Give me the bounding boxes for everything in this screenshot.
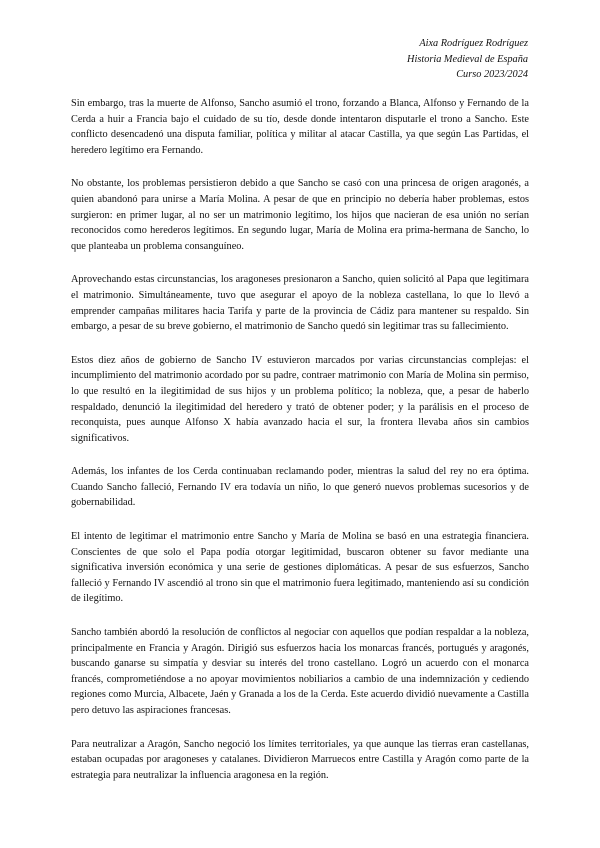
document-header <box>407 36 528 83</box>
paragraph: Además, los infantes de los Cerda continuaban reclamando poder, mientras la salud del rey no era óptima. Cuando Sancho falleció, Fernando IV era todavía un niño, lo que generó nuevos problemas sucesorios y de gobernabilidad. <box>71 466 529 509</box>
course-year: Curso 2023/2024 <box>456 69 528 80</box>
paragraph: No obstante, los problemas persistieron debido a que Sancho se casó con una princesa de origen aragonés, a quien abandonó para unirse a María Molina. A pesar de que en principio no debería haber problemas, estos surgieron: en primer lugar, al no ser un matrimonio legítimo, los hijos que nacieran de esa unión no serían reconocidos como herederos legítimos. En segundo lugar, María de Molina era prima-hermana de Sancho, lo que planteaba un problema consanguíneo. <box>71 178 529 252</box>
paragraph: Aprovechando estas circunstancias, los aragoneses presionaron a Sancho, quien solicitó al Papa que legitimara el matrimonio. Simultáneamente, tuvo que asegurar el apoyo de la nobleza castellana, lo que lo llevó a emprender campañas militares hacia Tarifa y parte de la provincia de Cádiz para mantener su respaldo. Sin embargo, a pesar de su breve gobierno, el matrimonio de Sancho quedó sin legitimar tras su fallecimiento. <box>71 274 529 333</box>
document-body <box>71 96 529 801</box>
paragraph: Para neutralizar a Aragón, Sancho negoció los límites territoriales, ya que aunque las tierras eran castellanas, estaban ocupadas por aragoneses y catalanes. Dividieron Marruecos entre Castilla y Aragón como parte de la estrategia para neutralizar la influencia aragonesa en la región. <box>71 738 529 781</box>
paragraph: Sin embargo, tras la muerte de Alfonso, Sancho asumió el trono, forzando a Blanca, Alfonso y Fernando de la Cerda a huir a Francia bajo el cuidado de su tío, desde donde intentaron disputarle el trono a Sancho. Este conflicto desencadenó una disputa familiar, política y militar al atacar Castilla, ya que según Las Partidas, el heredero legítimo era Fernando. <box>71 98 529 156</box>
author-name: Aixa Rodríguez Rodríguez <box>419 38 528 49</box>
paragraph: Estos diez años de gobierno de Sancho IV estuvieron marcados por varias circunstancias complejas: el incumplimiento del matrimonio acordado por su padre, contraer matrimonio con María de Molina sin permiso, lo que resultó en la ilegitimidad de sus hijos y un problema político; la nobleza, que, a pesar de haberlo respaldado, denunció la ilegitimidad del heredero y trató de obtener poder; y la parálisis en el proceso de reconquista, pues aunque Alfonso X había avanzado hacia el sur, la frontera llevaba años sin cambios significativos. <box>71 354 529 444</box>
paragraph: Sancho también abordó la resolución de conflictos al negociar con aquellos que podían respaldar a la nobleza, principalmente en Francia y Aragón. Dirigió sus esfuerzos hacia los monarcas francés, portugués y aragonés, buscando ganarse su simpatía y desviar su interés del trono castellano. Logró un acuerdo con el monarca francés, comprometiéndose a no apoyar movimientos nobiliarios a cambio de una indemnización y cediendo regiones como Murcia, Albacete, Jaén y Granada a los de la Cerda. Este acuerdo dividió nuevamente a Castilla pero detuvo las aspiraciones francesas. <box>71 627 529 716</box>
subject-title: Historia Medieval de España <box>407 53 528 65</box>
paragraph: El intento de legitimar el matrimonio entre Sancho y María de Molina se basó en una estrategia financiera. Conscientes de que solo el Papa podía otorgar legitimidad, buscaron obtener su favor mediante una significativa inversión económica y una serie de gestiones diplomáticas. A pesar de sus esfuerzos, Sancho falleció y Fernando IV ascendió al trono sin que el matrimonio fuera legitimado, manteniendo así su condición de ilegítimo. <box>71 531 529 605</box>
